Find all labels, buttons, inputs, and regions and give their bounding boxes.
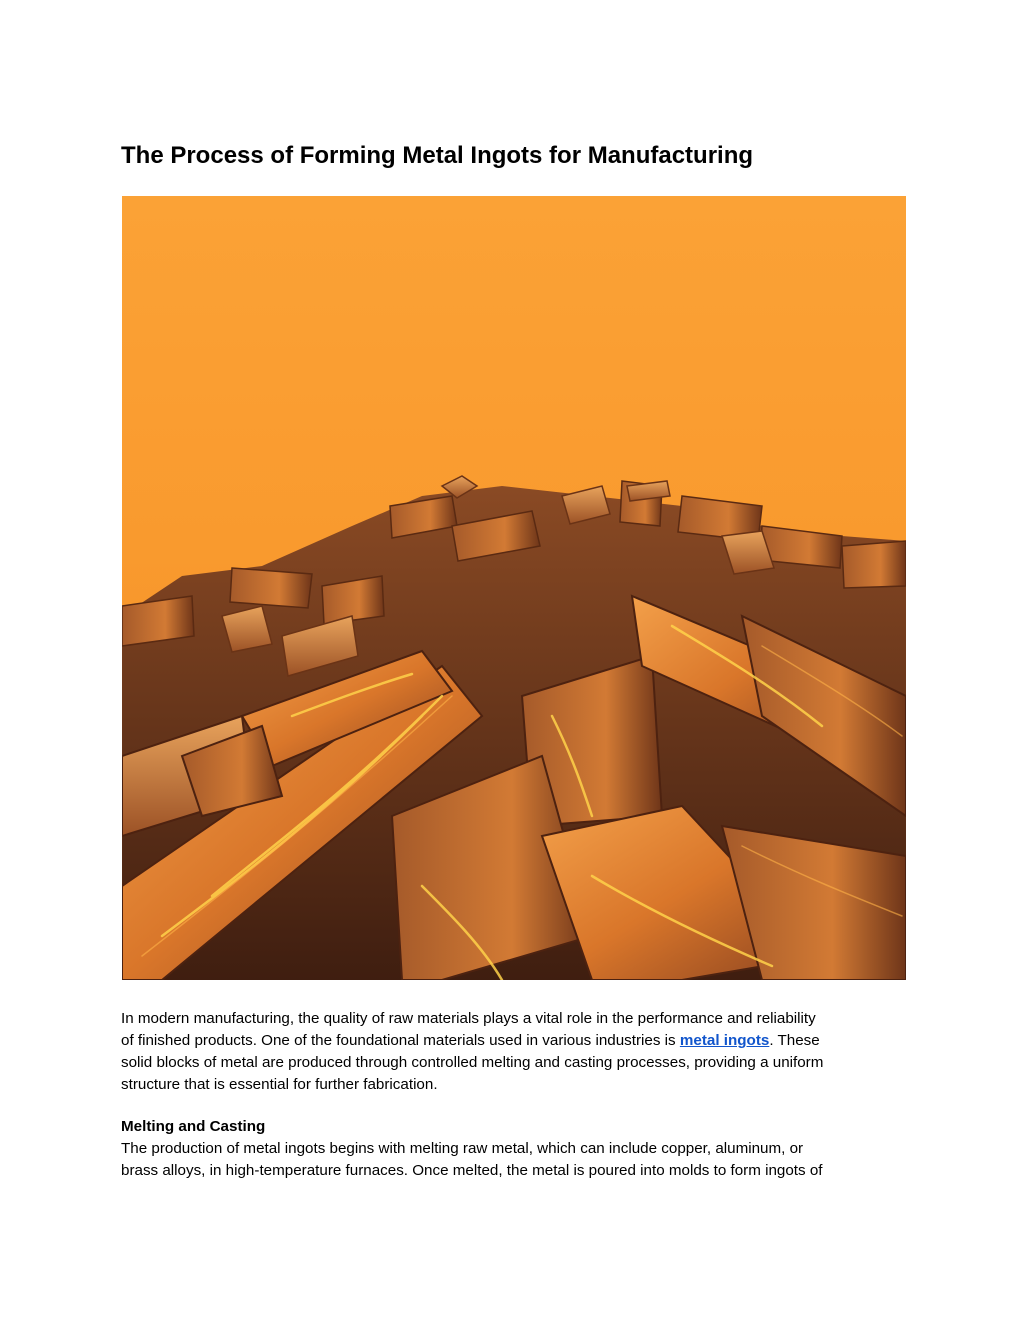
intro-paragraph [121,1008,911,1096]
ingot-pile-illustration [122,196,906,980]
melting-line-1: The production of metal ingots begins with melting raw metal, which can include copper, aluminum, or [121,1140,804,1157]
metal-ingots-link[interactable]: metal ingots [679,1032,770,1049]
intro-line-4: structure that is essential for further fabrication. [121,1076,438,1093]
intro-line-1: In modern manufacturing, the quality of raw materials plays a vital role in the performance and reliability [121,1010,816,1027]
intro-line-2-after: . These [769,1032,820,1049]
melting-section [121,1116,911,1182]
melting-line-2: brass alloys, in high-temperature furnaces. Once melted, the metal is poured into molds to form ingots of [121,1162,823,1179]
document-title: The Process of Forming Metal Ingots for Manufacturing [121,142,754,169]
intro-line-2-before: of finished products. One of the foundational materials used in various industries is [121,1032,680,1049]
intro-line-3: solid blocks of metal are produced through controlled melting and casting processes, providing a uniform [121,1054,824,1071]
ingot-pile-svg [122,196,906,980]
intro-line-2 [121,1030,911,1052]
melting-heading: Melting and Casting [121,1118,266,1135]
